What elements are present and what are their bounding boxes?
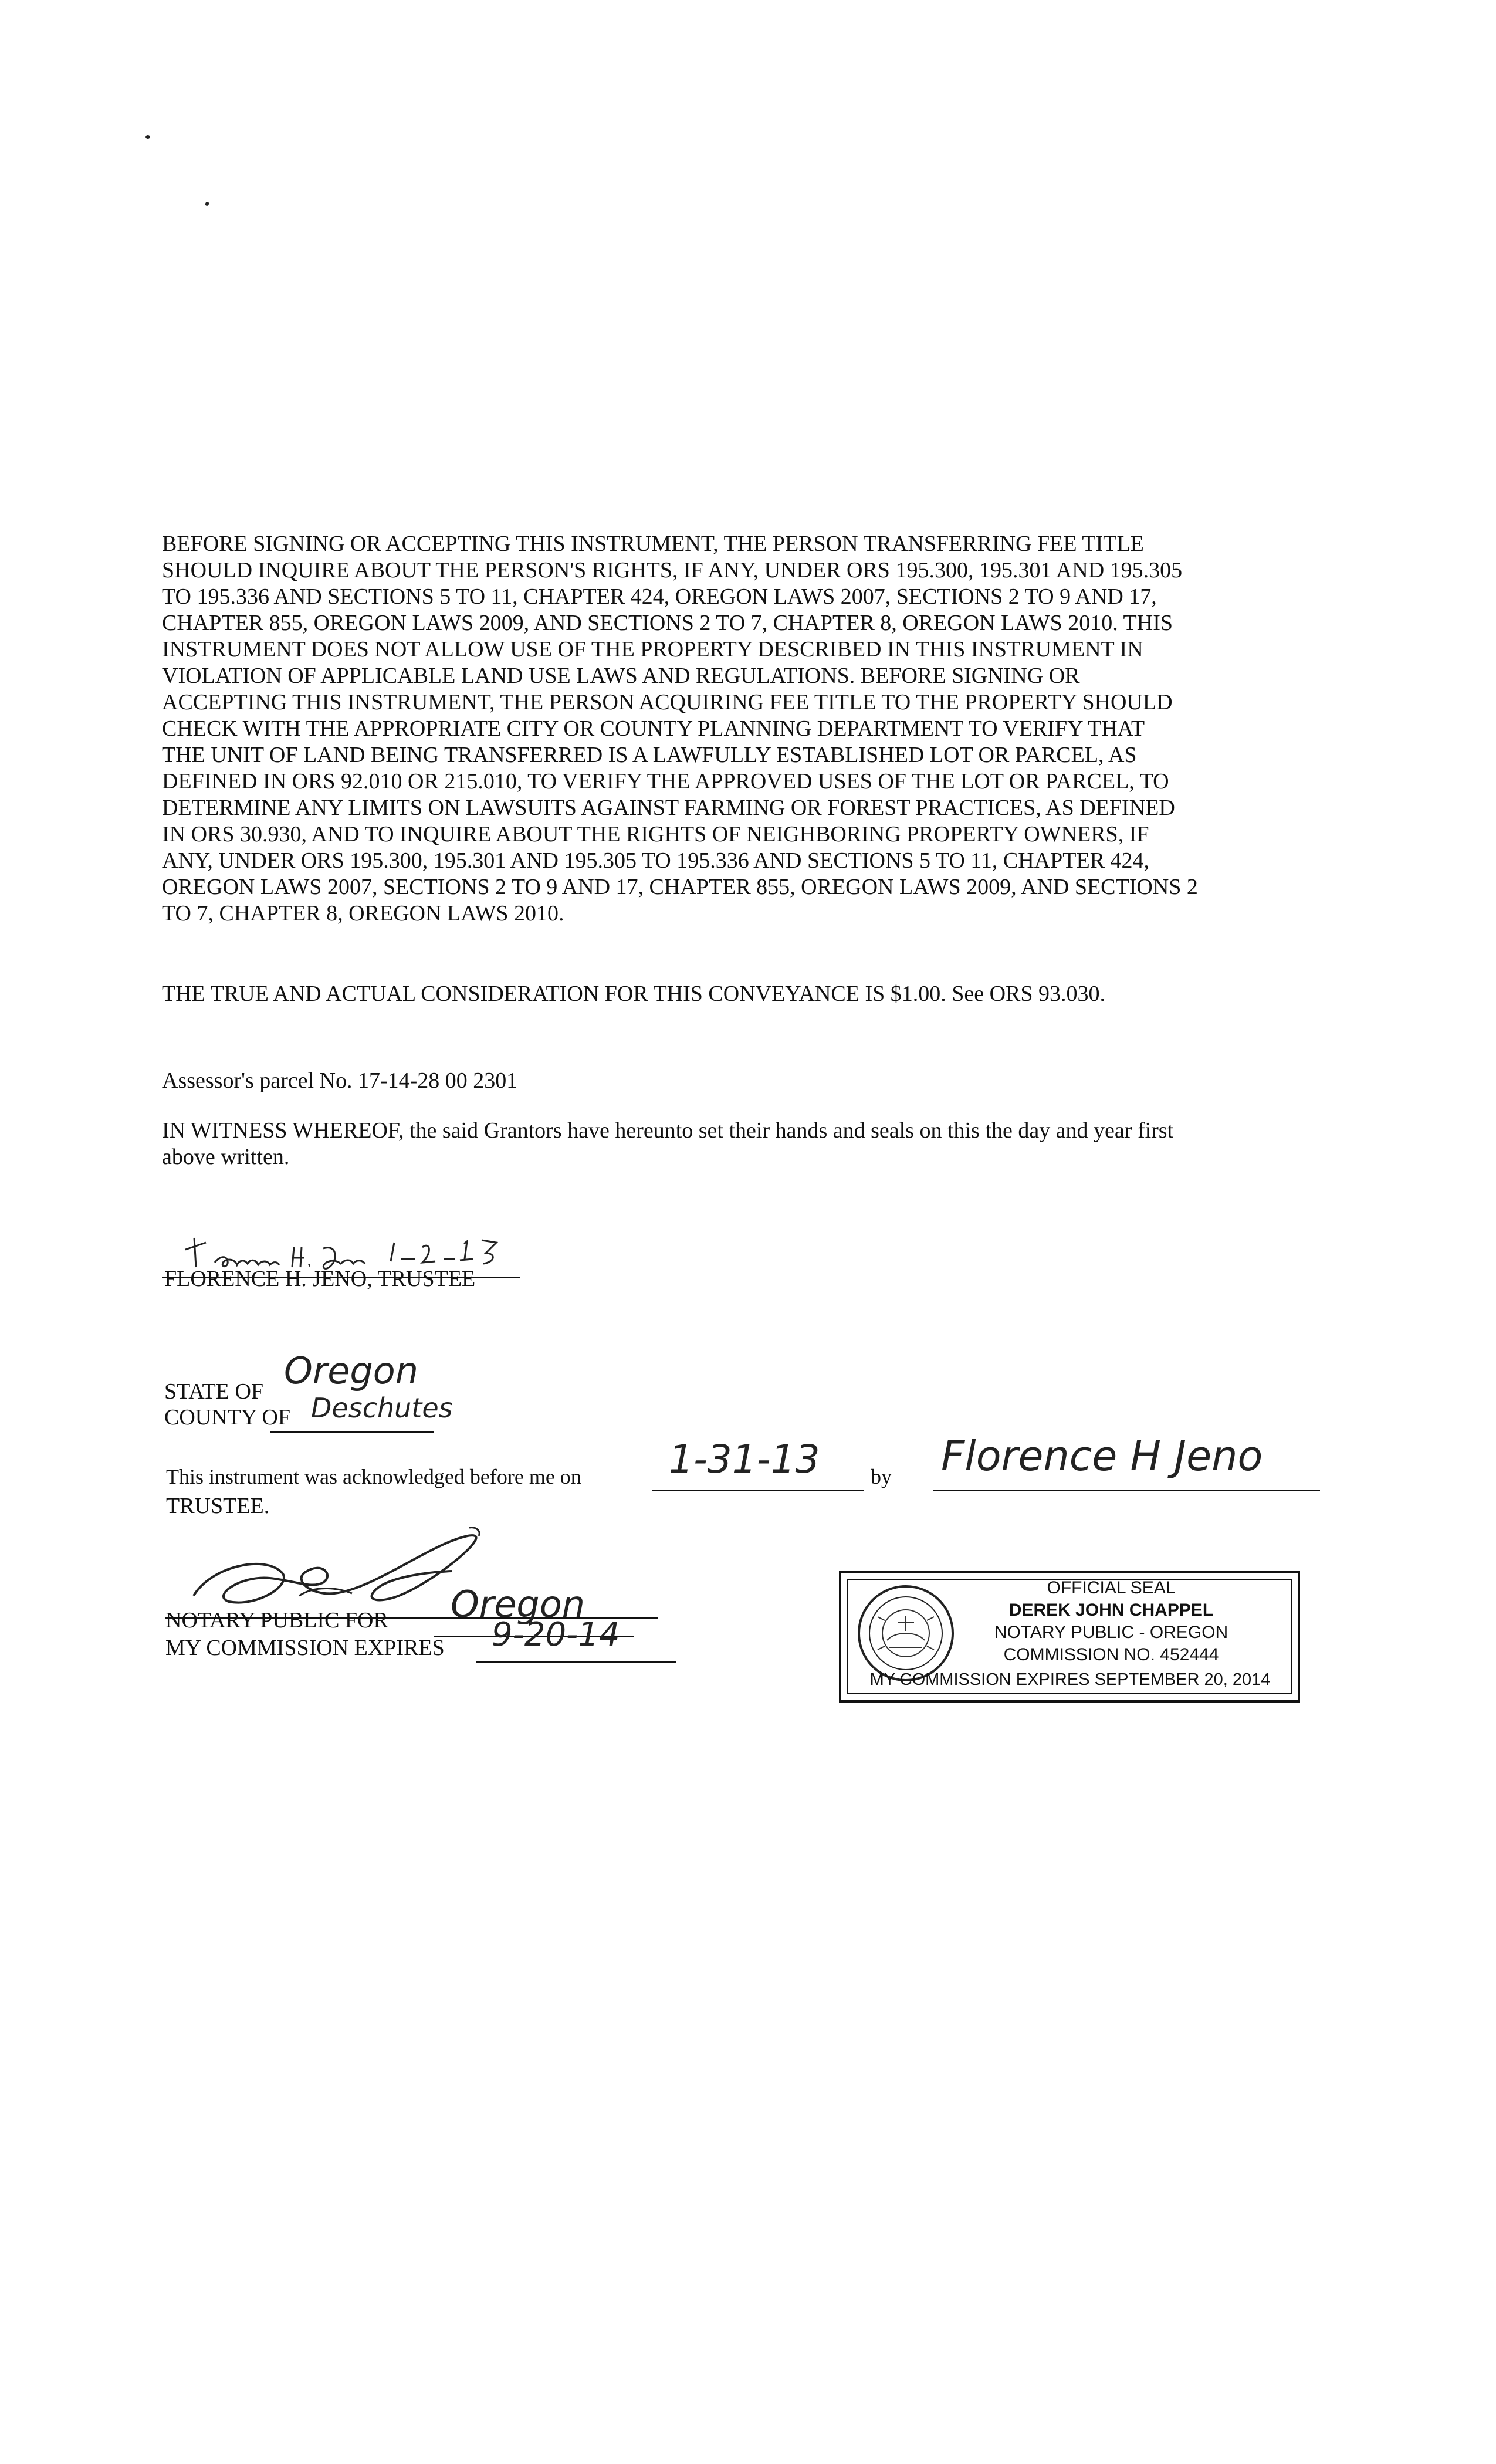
- county-handwritten-value: Deschutes: [311, 1392, 453, 1424]
- official-notary-seal: [839, 1571, 1300, 1703]
- assessor-parcel-number: Assessor's parcel No. 17-14-28 00 2301: [162, 1068, 518, 1093]
- consideration-statement: THE TRUE AND ACTUAL CONSIDERATION FOR THIS CONVEYANCE IS $1.00. See ORS 93.030.: [162, 981, 1106, 1006]
- seal-commission-number: COMMISSION NO. 452444: [1003, 1645, 1219, 1664]
- land-use-disclaimer: BEFORE SIGNING OR ACCEPTING THIS INSTRUMENT, THE PERSON TRANSFERRING FEE TITLE SHOULD INQUIRE ABOUT THE PERSON'S RIGHTS, IF ANY, UNDER ORS 195.300, 195.301 AND 195.305 TO 195.336 AND SECTIONS 5 TO 11, CHAPTER 424, OREGON LAWS 2007, SECTIONS 2 TO 9 AND 17, CHAPTER 855, OREGON LAWS 2009, AND SECTIONS 2 TO 7, CHAPTER 8, OREGON LAWS 2010. THIS INSTRUMENT DOES NOT ALLOW USE OF THE PROPERTY DESCRIBED IN THIS INSTRUMENT IN VIOLATION OF APPLICABLE LAND USE LAWS AND REGULATIONS. BEFORE SIGNING OR ACCEPTING THIS INSTRUMENT, THE PERSON ACQUIRING FEE TITLE TO THE PROPERTY SHOULD CHECK WITH THE APPROPRIATE CITY OR COUNTY PLANNING DEPARTMENT TO VERIFY THAT THE UNIT OF LAND BEING TRANSFERRED IS A LAWFULLY ESTABLISHED LOT OR PARCEL, AS DEFINED IN ORS 92.010 OR 215.010, TO VERIFY THE APPROVED USES OF THE LOT OR PARCEL, TO DETERMINE ANY LIMITS ON LAWSUITS AGAINST FARMING OR FOREST PRACTICES, AS DEFINED IN ORS 30.930, AND TO INQUIRE ABOUT THE RIGHTS OF NEIGHBORING PROPERTY OWNERS, IF ANY, UNDER ORS 195.300, 195.301 AND 195.305 TO 195.336 AND SECTIONS 5 TO 11, CHAPTER 424, OREGON LAWS 2007, SECTIONS 2 TO 9 AND 17, CHAPTER 855, OREGON LAWS 2009, AND SECTIONS 2 TO 7, CHAPTER 8, OREGON LAWS 2010.: [162, 532, 1198, 926]
- trustee-label: TRUSTEE.: [166, 1494, 270, 1518]
- acknowledgment-signer-name: Florence H Jeno: [941, 1432, 1263, 1480]
- scan-speck: [205, 201, 210, 207]
- scan-speck: [145, 135, 150, 139]
- grantor-name-label: FLORENCE H. JENO, TRUSTEE: [164, 1267, 476, 1291]
- notary-state-handwritten: Oregon: [451, 1583, 585, 1626]
- notary-public-label: NOTARY PUBLIC FOR: [165, 1608, 388, 1633]
- state-handwritten-value: Oregon: [284, 1349, 419, 1392]
- county-label: COUNTY OF: [164, 1405, 290, 1430]
- acknowledgment-text: This instrument was acknowledged before me on: [166, 1465, 581, 1488]
- commission-expires-handwritten: 9-20-14: [492, 1616, 620, 1654]
- commission-expires-line: [476, 1661, 676, 1663]
- commission-expires-label: MY COMMISSION EXPIRES: [165, 1636, 445, 1660]
- seal-title: OFFICIAL SEAL: [1047, 1578, 1176, 1597]
- seal-notary-name: DEREK JOHN CHAPPEL: [1008, 1600, 1214, 1620]
- witness-clause: IN WITNESS WHEREOF, the said Grantors have hereunto set their hands and seals on this the day and year first above written.: [162, 1118, 1174, 1169]
- state-label: STATE OF: [164, 1379, 264, 1404]
- acknowledgment-name-line: [933, 1490, 1320, 1491]
- county-line: [270, 1431, 434, 1433]
- seal-notary-public: NOTARY PUBLIC - OREGON: [994, 1623, 1228, 1642]
- acknowledgment-date-line: [652, 1490, 864, 1491]
- seal-commission-expiry: MY COMMISSION EXPIRES SEPTEMBER 20, 2014: [869, 1670, 1271, 1689]
- acknowledgment-by-label: by: [871, 1465, 892, 1488]
- acknowledgment-date: 1-31-13: [669, 1437, 820, 1482]
